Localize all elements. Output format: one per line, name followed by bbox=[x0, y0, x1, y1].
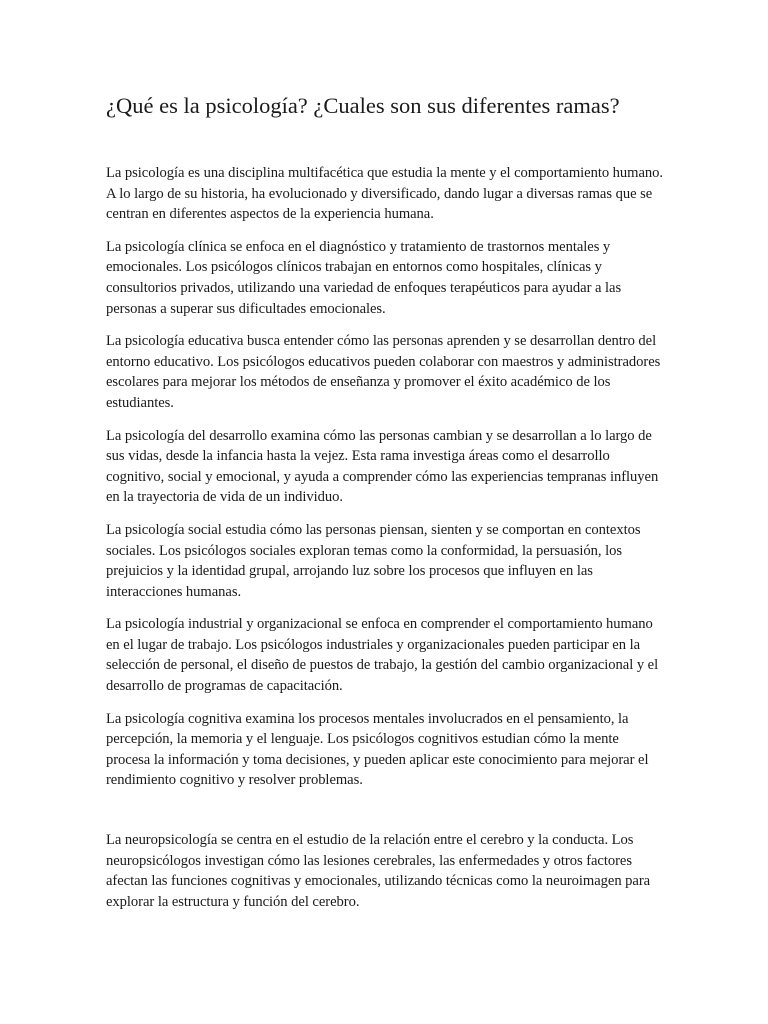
paragraph-cognitive-psychology: La psicología cognitiva examina los procesos mentales involucrados en el pensamiento, la percepción, la memoria y el lenguaje. Los psicólogos cognitivos estudian cómo la mente procesa la información y toma decisiones, y pueden aplicar este conocimiento para mejorar el rendimiento cognitivo y resolver problemas. bbox=[106, 710, 649, 789]
paragraph-social-psychology: La psicología social estudia cómo las personas piensan, sienten y se comportan en contextos sociales. Los psicólogos sociales exploran temas como la conformidad, la persuasión, los prejuicios y la identidad grupal, arrojando luz sobre los procesos que influyen en las interacciones humanas. bbox=[106, 521, 641, 600]
paragraph-neuropsychology: La neuropsicología se centra en el estudio de la relación entre el cerebro y la conducta. Los neuropsicólogos investigan cómo las lesiones cerebrales, las enfermedades y otros factores afectan las funciones cognitivas y emocionales, utilizando técnicas como la neuroimagen para explorar la estructura y función del cerebro. bbox=[106, 832, 651, 910]
document-title: ¿Qué es la psicología? ¿Cuales son sus diferentes ramas? bbox=[106, 93, 620, 118]
paragraph-intro: La psicología es una disciplina multifacética que estudia la mente y el comportamiento humano. A lo largo de su historia, ha evolucionado y diversificado, dando lugar a diversas ramas que se centran en diferentes aspectos de la experiencia humana. bbox=[106, 165, 663, 223]
paragraph-clinical-psychology: La psicología clínica se enfoca en el diagnóstico y tratamiento de trastornos mentales y emocionales. Los psicólogos clínicos trabajan en entornos como hospitales, clínicas y consultorios privados, utilizando una variedad de enfoques terapéuticos para ayudar a las personas a superar sus dificultades emocionales. bbox=[106, 238, 622, 317]
paragraph-developmental-psychology: La psicología del desarrollo examina cómo las personas cambian y se desarrollan a lo largo de sus vidas, desde la infancia hasta la vejez. Esta rama investiga áreas como el desarrollo cognitivo, social y emocional, y ayuda a comprender cómo las experiencias tempranas influyen en la trayectoria de vida de un individuo. bbox=[106, 427, 659, 506]
document-body bbox=[106, 163, 666, 924]
paragraph-educational-psychology: La psicología educativa busca entender cómo las personas aprenden y se desarrollan dentro del entorno educativo. Los psicólogos educativos pueden colaborar con maestros y administradores escolares para mejorar los métodos de enseñanza y promover el éxito académico de los estudiantes. bbox=[106, 333, 661, 411]
paragraph-industrial-organizational-psychology: La psicología industrial y organizacional se enfoca en comprender el comportamiento humano en el lugar de trabajo. Los psicólogos industriales y organizacionales pueden participar en la selección de personal, el diseño de puestos de trabajo, la gestión del cambio organizacional y el desarrollo de programas de capacitación. bbox=[106, 616, 659, 695]
